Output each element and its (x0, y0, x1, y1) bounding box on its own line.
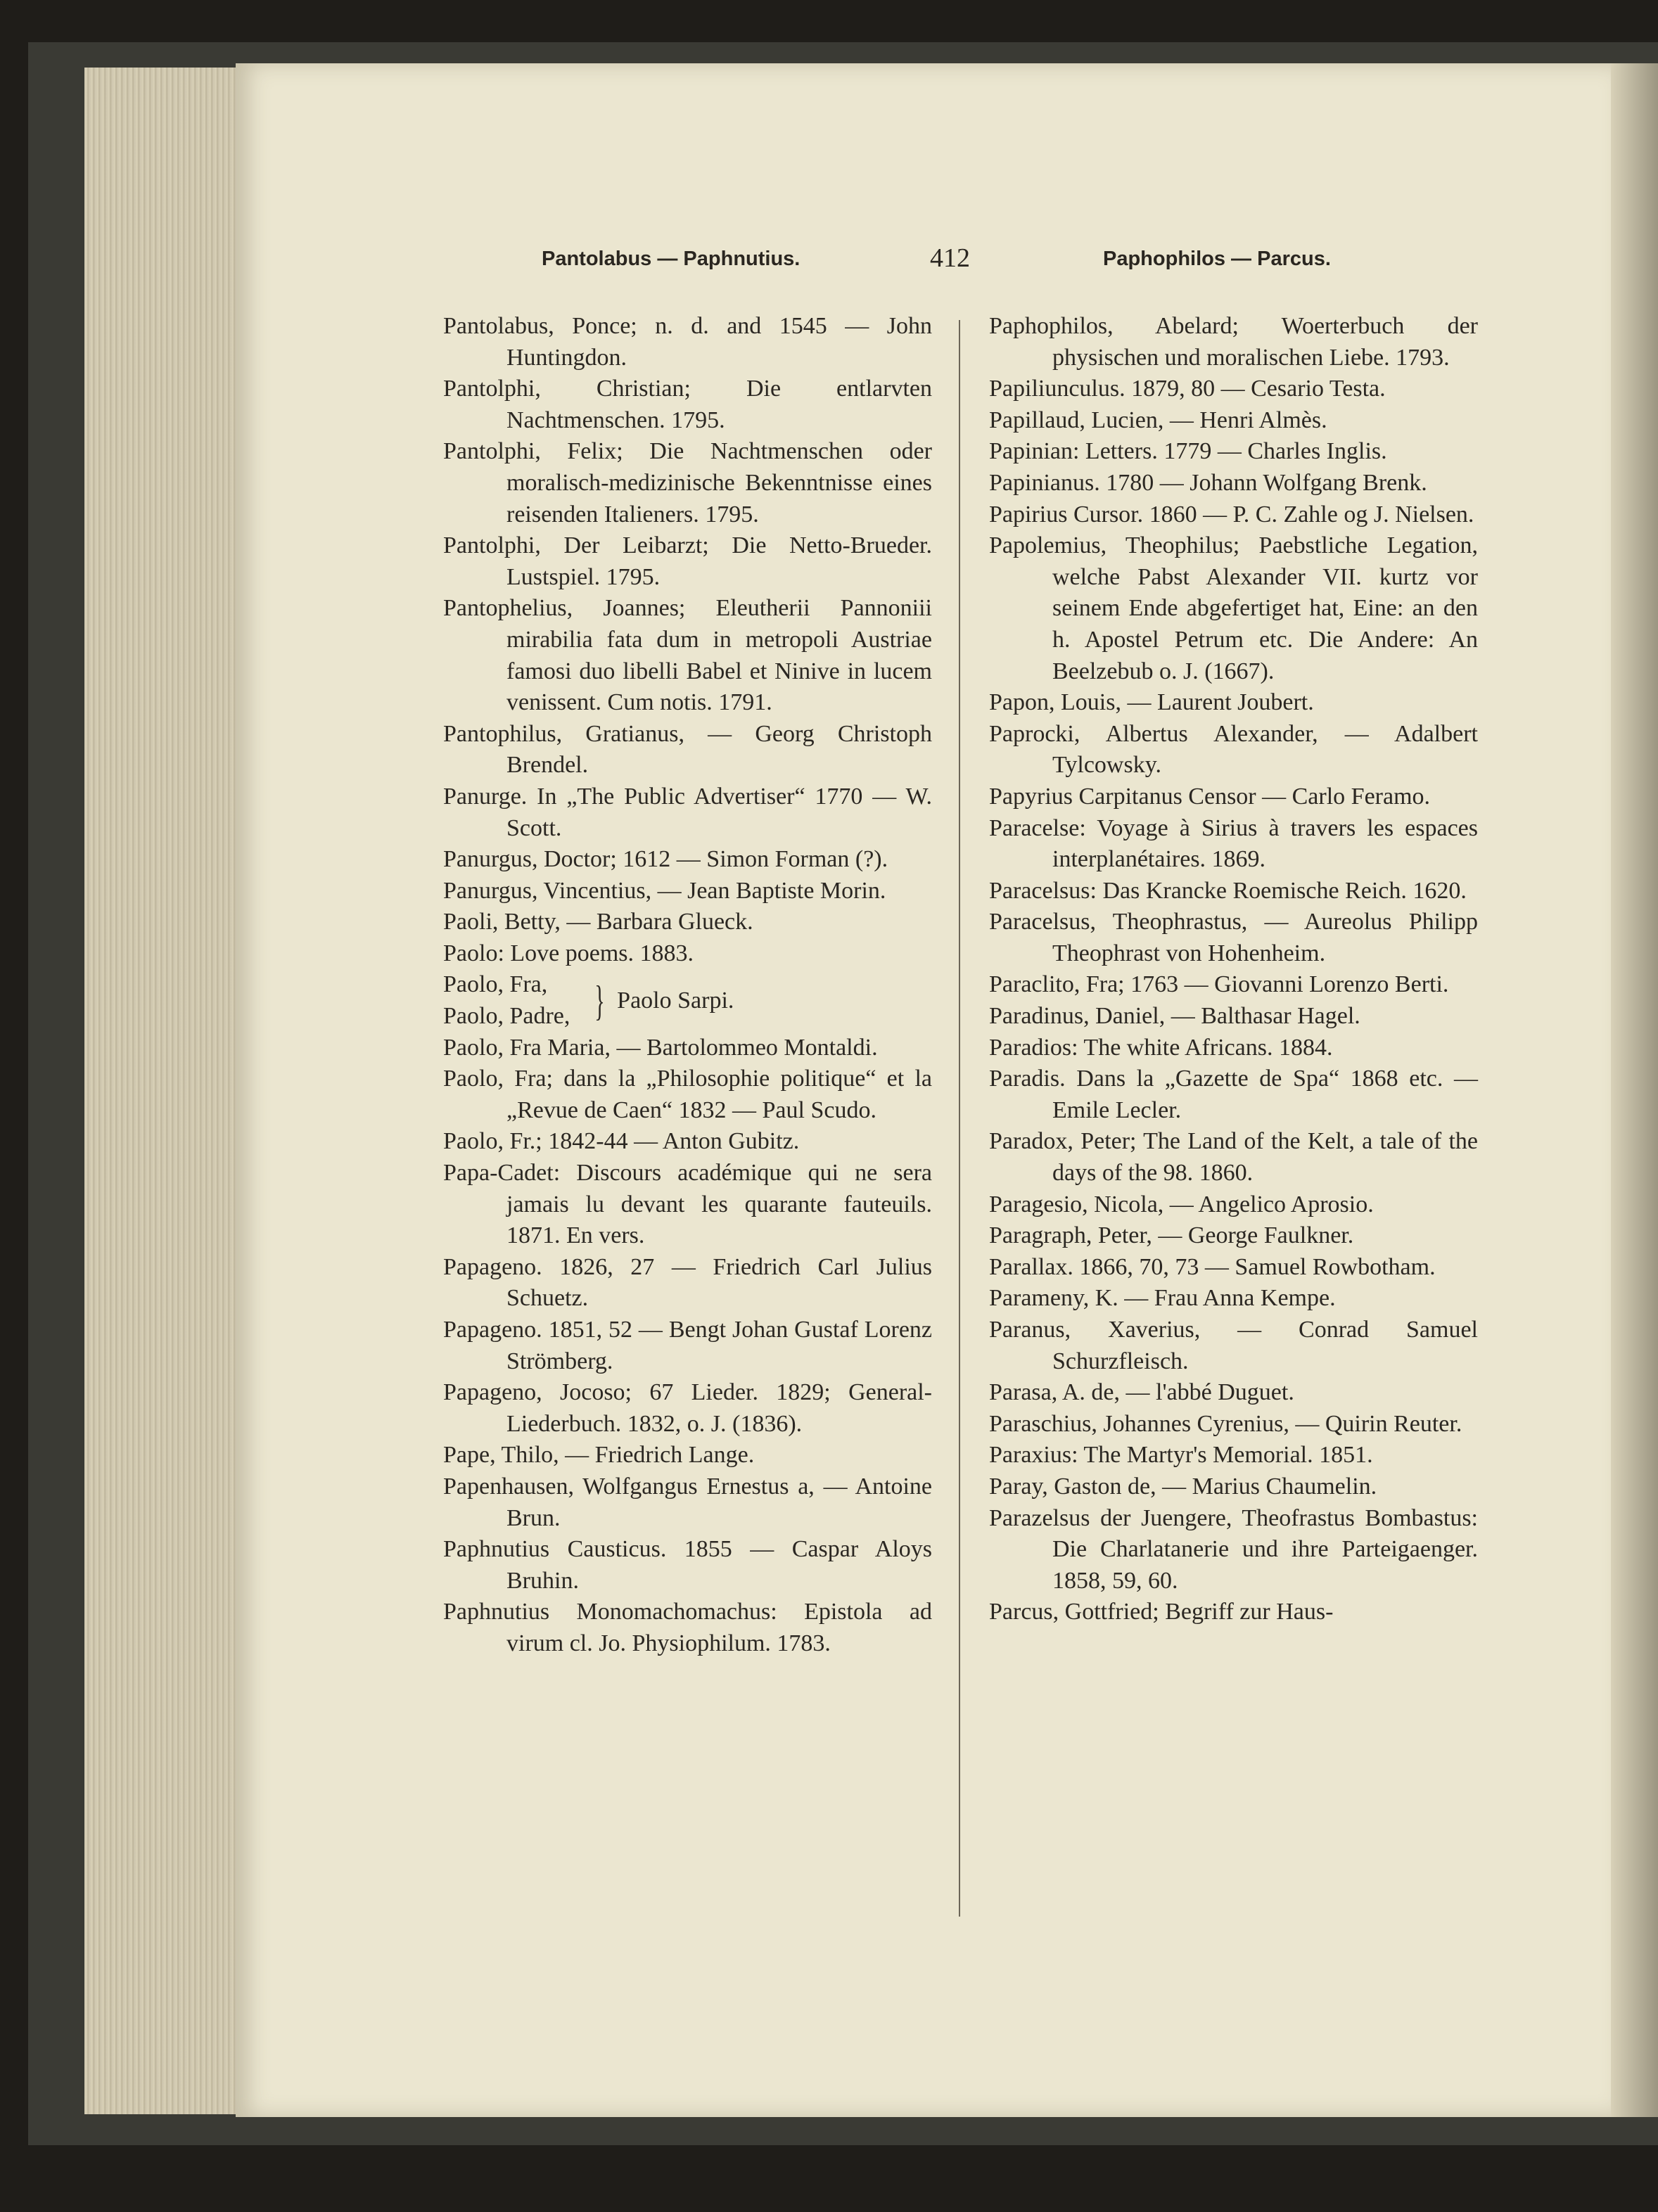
index-entry: Parallax. 1866, 70, 73 — Samuel Rowbotham. (989, 1253, 1436, 1280)
index-entry: Paracelsus: Das Krancke Roemische Reich. 1620. (989, 877, 1467, 904)
index-entry: Paoli, Betty, — Barbara Glueck. (443, 909, 753, 935)
brace-group (443, 969, 932, 1032)
index-entry: Papageno. 1851, 52 — Bengt Johan Gustaf Lorenz Strömberg. (443, 1317, 932, 1374)
index-entry: Papinian: Letters. 1779 — Charles Inglis. (989, 438, 1387, 465)
index-entry: Pantophilus, Gratianus, — Georg Christoph Brendel. (443, 720, 932, 779)
brace-target: Paolo Sarpi. (617, 987, 734, 1014)
index-entry: Paolo, Fra Maria, — Bartolommeo Montaldi. (443, 1034, 878, 1061)
index-entry: Paraclito, Fra; 1763 — Giovanni Lorenzo Berti. (989, 971, 1449, 998)
index-entry: Papinianus. 1780 — Johann Wolfgang Brenk. (989, 469, 1427, 496)
running-head-left: Pantolabus — Paphnutius. (542, 248, 801, 270)
index-entry: Paphophilos, Abelard; Woerterbuch der physischen und moralischen Liebe. 1793. (989, 313, 1478, 371)
index-entry: Paraxius: The Martyr's Memorial. 1851. (989, 1442, 1373, 1469)
column-divider (959, 320, 960, 1917)
index-entry: Papon, Louis, — Laurent Joubert. (989, 689, 1314, 716)
index-entry: Papolemius, Theophilus; Paebstliche Legation, welche Pabst Alexander VII. kurtz vor seinem Ende abgefertiget hat, Eine: an den h. Apostel Petrum etc. Die Andere: An Beelzebub o. J. (1667). (989, 532, 1478, 684)
index-entry: Paradinus, Daniel, — Balthasar Hagel. (989, 1003, 1360, 1030)
index-entry: Paprocki, Albertus Alexander, — Adalbert Tylcowsky. (989, 720, 1478, 779)
index-entry: Paray, Gaston de, — Marius Chaumelin. (989, 1473, 1377, 1500)
index-entry: Paragesio, Nicola, — Angelico Aprosio. (989, 1191, 1374, 1217)
index-entry: Parameny, K. — Frau Anna Kempe. (989, 1285, 1336, 1312)
left-entries (443, 311, 932, 969)
index-entry: Paracelsus, Theophrastus, — Aureolus Philipp Theophrast von Hohenheim. (989, 909, 1478, 966)
index-entry: Pantophelius, Joannes; Eleutherii Pannoniii mirabilia fata dum in metropoli Austriae famosi duo libelli Babel et Ninive in lucem venissent. Cum notis. 1791. (443, 595, 932, 716)
index-entry: Pantolphi, Der Leibarzt; Die Netto-Brueder. Lustspiel. 1795. (443, 532, 932, 590)
index-entry: Pantolphi, Felix; Die Nachtmenschen oder moralisch-medizinische Bekenntnisse eines reisenden Italieners. 1795. (443, 438, 932, 528)
index-entry: Paracelse: Voyage à Sirius à travers les espaces interplanétaires. 1869. (989, 814, 1478, 873)
index-entry: Papenhausen, Wolfgangus Ernestus a, — Antoine Brun. (443, 1473, 932, 1531)
index-entry: Papageno, Jocoso; 67 Lieder. 1829; General-Liederbuch. 1832, o. J. (1836). (443, 1379, 932, 1437)
page-edges (84, 68, 236, 2114)
index-entry: Paraschius, Johannes Cyrenius, — Quirin Reuter. (989, 1410, 1462, 1437)
page-number: 412 (930, 243, 970, 273)
index-entry: Panurgus, Doctor; 1612 — Simon Forman (?). (443, 846, 888, 873)
index-entry: Papa-Cadet: Discours académique qui ne sera jamais lu devant les quarante fauteuils. 1871. En vers. (443, 1160, 932, 1249)
index-entry: Paradios: The white Africans. 1884. (989, 1034, 1333, 1061)
right-entries (989, 311, 1478, 1628)
index-entry: Parasa, A. de, — l'abbé Duguet. (989, 1379, 1294, 1406)
brace-icon: } (594, 978, 605, 1025)
index-entry: Papirius Cursor. 1860 — P. C. Zahle og J. Nielsen. (989, 501, 1474, 528)
index-entry: Pantolphi, Christian; Die entlarvten Nachtmenschen. 1795. (443, 376, 932, 433)
index-entry: Papageno. 1826, 27 — Friedrich Carl Julius Schuetz. (443, 1253, 932, 1312)
index-entry: Paolo: Love poems. 1883. (443, 940, 694, 966)
index-entry: Paolo, Fra; dans la „Philosophie politique“ et la „Revue de Caen“ 1832 — Paul Scudo. (443, 1066, 932, 1123)
running-head-right: Paphophilos — Parcus. (1103, 248, 1331, 270)
left-entries-after (443, 1033, 932, 1660)
left-column (443, 311, 932, 1660)
index-entry: Panurge. In „The Public Advertiser“ 1770 — W. Scott. (443, 783, 932, 841)
index-entry: Pantolabus, Ponce; n. d. and 1545 — John Huntingdon. (443, 313, 932, 371)
index-entry: Papiliunculus. 1879, 80 — Cesario Testa. (989, 376, 1386, 402)
right-column (989, 311, 1478, 1628)
index-entry: Paradox, Peter; The Land of the Kelt, a tale of the days of the 98. 1860. (989, 1128, 1478, 1187)
index-entry: Papillaud, Lucien, — Henri Almès. (989, 407, 1327, 433)
index-entry: Papyrius Carpitanus Censor — Carlo Feramo. (989, 783, 1431, 810)
page-gutter (1611, 63, 1658, 2117)
brace-name: Paolo, Fra, (443, 971, 548, 998)
index-entry: Paphnutius Causticus. 1855 — Caspar Aloys Bruhin. (443, 1536, 932, 1594)
index-entry: Pape, Thilo, — Friedrich Lange. (443, 1442, 755, 1469)
brace-name: Paolo, Padre, (443, 1003, 570, 1030)
index-entry: Parazelsus der Juengere, Theofrastus Bombastus: Die Charlatanerie und ihre Parteigaenger. 1858, 59, 60. (989, 1504, 1478, 1594)
index-entry: Panurgus, Vincentius, — Jean Baptiste Morin. (443, 877, 886, 904)
index-entry: Paragraph, Peter, — George Faulkner. (989, 1222, 1354, 1249)
brace-names (443, 969, 570, 1032)
index-entry: Parcus, Gottfried; Begriff zur Haus- (989, 1599, 1334, 1625)
index-entry: Paradis. Dans la „Gazette de Spa“ 1868 etc. — Emile Lecler. (989, 1066, 1478, 1123)
index-entry: Paolo, Fr.; 1842-44 — Anton Gubitz. (443, 1128, 800, 1155)
index-entry: Paphnutius Monomachomachus: Epistola ad virum cl. Jo. Physiophilum. 1783. (443, 1599, 932, 1656)
index-entry: Paranus, Xaverius, — Conrad Samuel Schurzfleisch. (989, 1317, 1478, 1374)
